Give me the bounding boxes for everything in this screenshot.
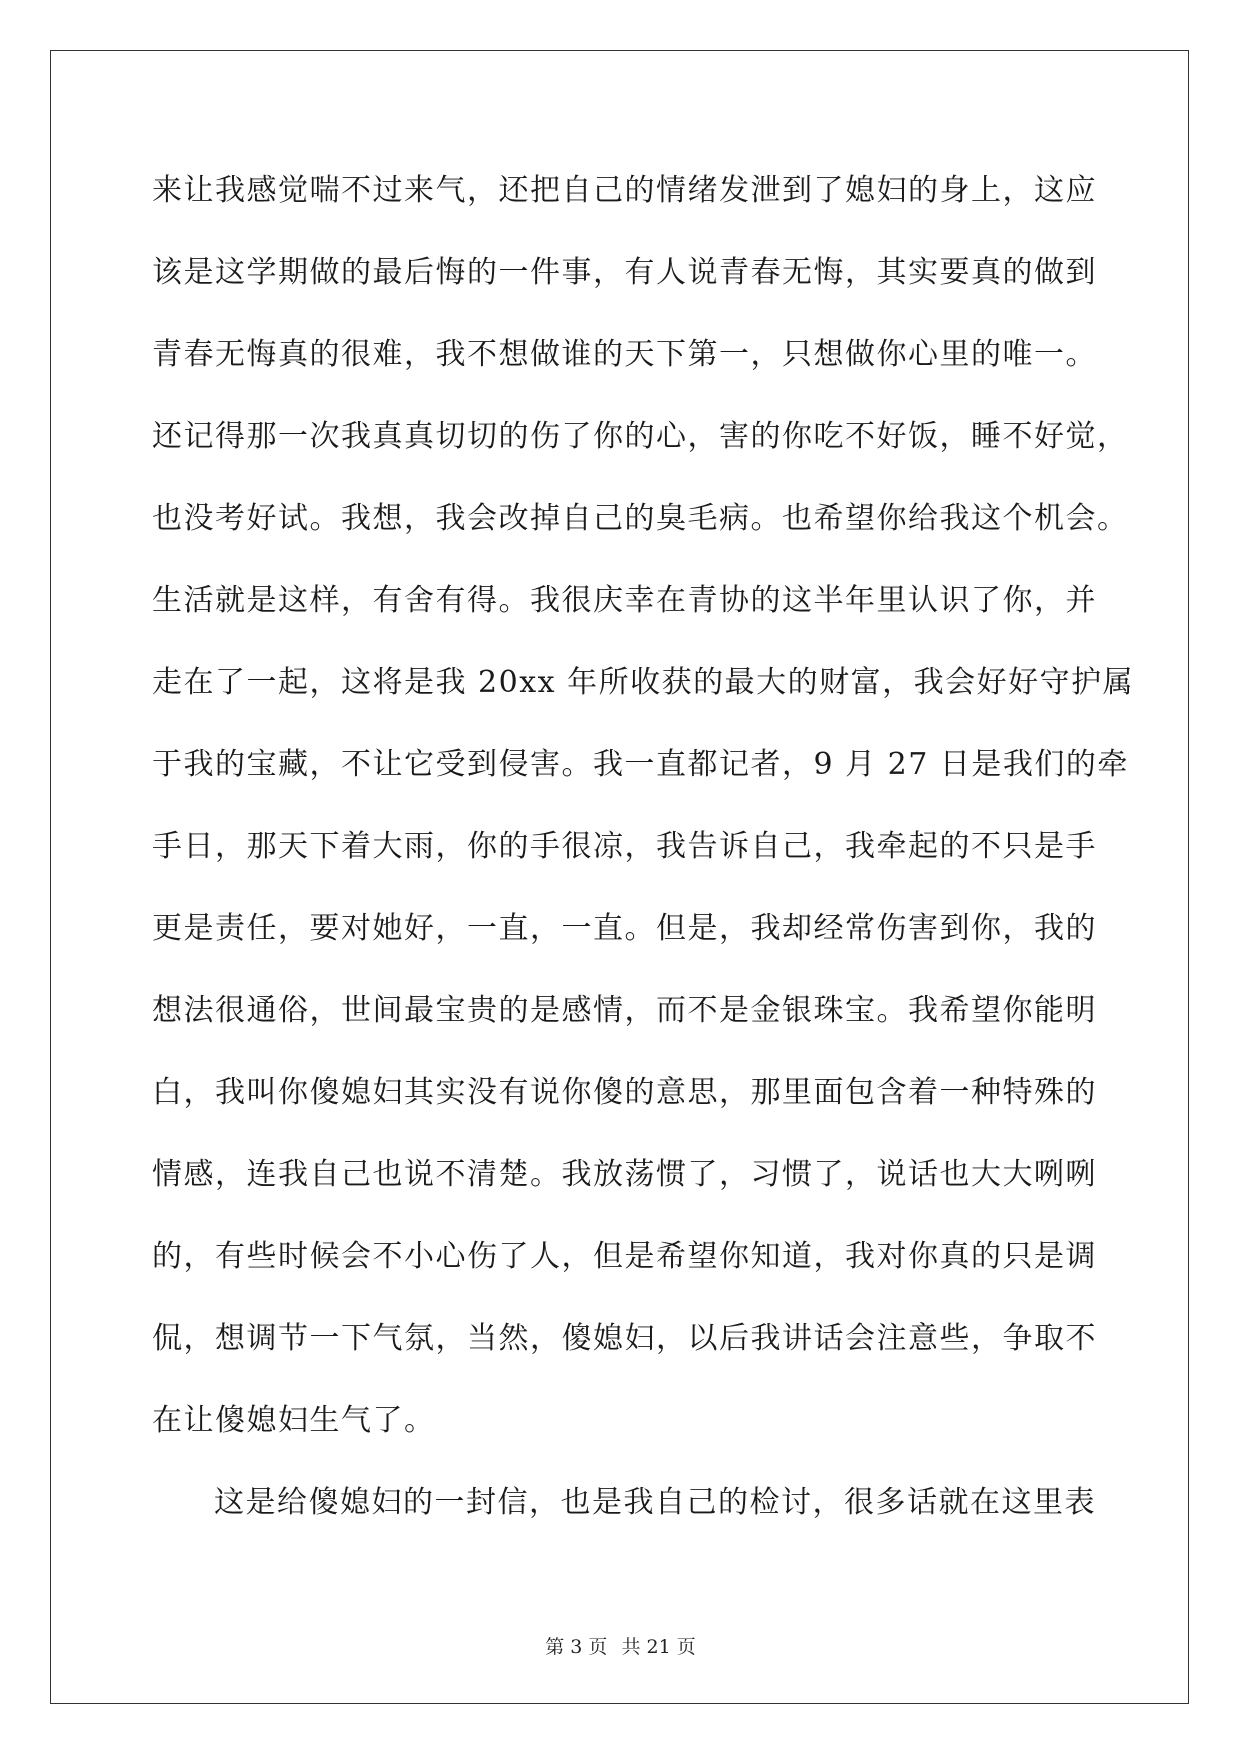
text-line: 情感，连我自己也说不清楚。我放荡惯了，习惯了，说话也大大咧咧 xyxy=(152,1157,1097,1192)
text-line: 手日，那天下着大雨，你的手很凉，我告诉自己，我牵起的不只是手 xyxy=(152,829,1097,864)
text-line: 也没考好试。我想，我会改掉自己的臭毛病。也希望你给我这个机会。 xyxy=(152,501,1129,536)
text-line: 想法很通俗，世间最宝贵的是感情，而不是金银珠宝。我希望你能明 xyxy=(152,993,1097,1028)
text-line: 青春无悔真的很难，我不想做谁的天下第一，只想做你心里的唯一。 xyxy=(152,337,1097,372)
text-line: 的，有些时候会不小心伤了人，但是希望你知道，我对你真的只是调 xyxy=(152,1239,1097,1274)
text-line: 侃，想调节一下气氛，当然，傻媳妇，以后我讲话会注意些，争取不 xyxy=(152,1321,1097,1356)
document-body xyxy=(152,160,1135,1554)
text-line: 走在了一起，这将是我 20xx 年所收获的最大的财富，我会好好守护属 xyxy=(152,665,1135,700)
text-line: 于我的宝藏，不让它受到侵害。我一直都记者，9 月 27 日是我们的牵 xyxy=(152,747,1129,782)
text-line: 生活就是这样，有舍有得。我很庆幸在青协的这半年里认识了你，并 xyxy=(152,583,1097,618)
page-number: 第 3 页 xyxy=(545,1636,608,1658)
text-line: 白，我叫你傻媳妇其实没有说你傻的意思，那里面包含着一种特殊的 xyxy=(152,1075,1097,1110)
text-line: 还记得那一次我真真切切的伤了你的心，害的你吃不好饭，睡不好觉， xyxy=(152,419,1129,454)
page-total: 共 21 页 xyxy=(621,1636,696,1658)
text-line: 更是责任，要对她好，一直，一直。但是，我却经常伤害到你，我的 xyxy=(152,911,1097,946)
page-footer xyxy=(0,1632,1241,1659)
paragraph-start-line: 这是给傻媳妇的一封信，也是我自己的检讨，很多话就在这里表 xyxy=(214,1485,1096,1520)
text-line: 在让傻媳妇生气了。 xyxy=(152,1403,436,1438)
text-line: 来让我感觉喘不过来气，还把自己的情绪发泄到了媳妇的身上，这应 xyxy=(152,173,1097,208)
text-line: 该是这学期做的最后悔的一件事，有人说青春无悔，其实要真的做到 xyxy=(152,255,1097,290)
